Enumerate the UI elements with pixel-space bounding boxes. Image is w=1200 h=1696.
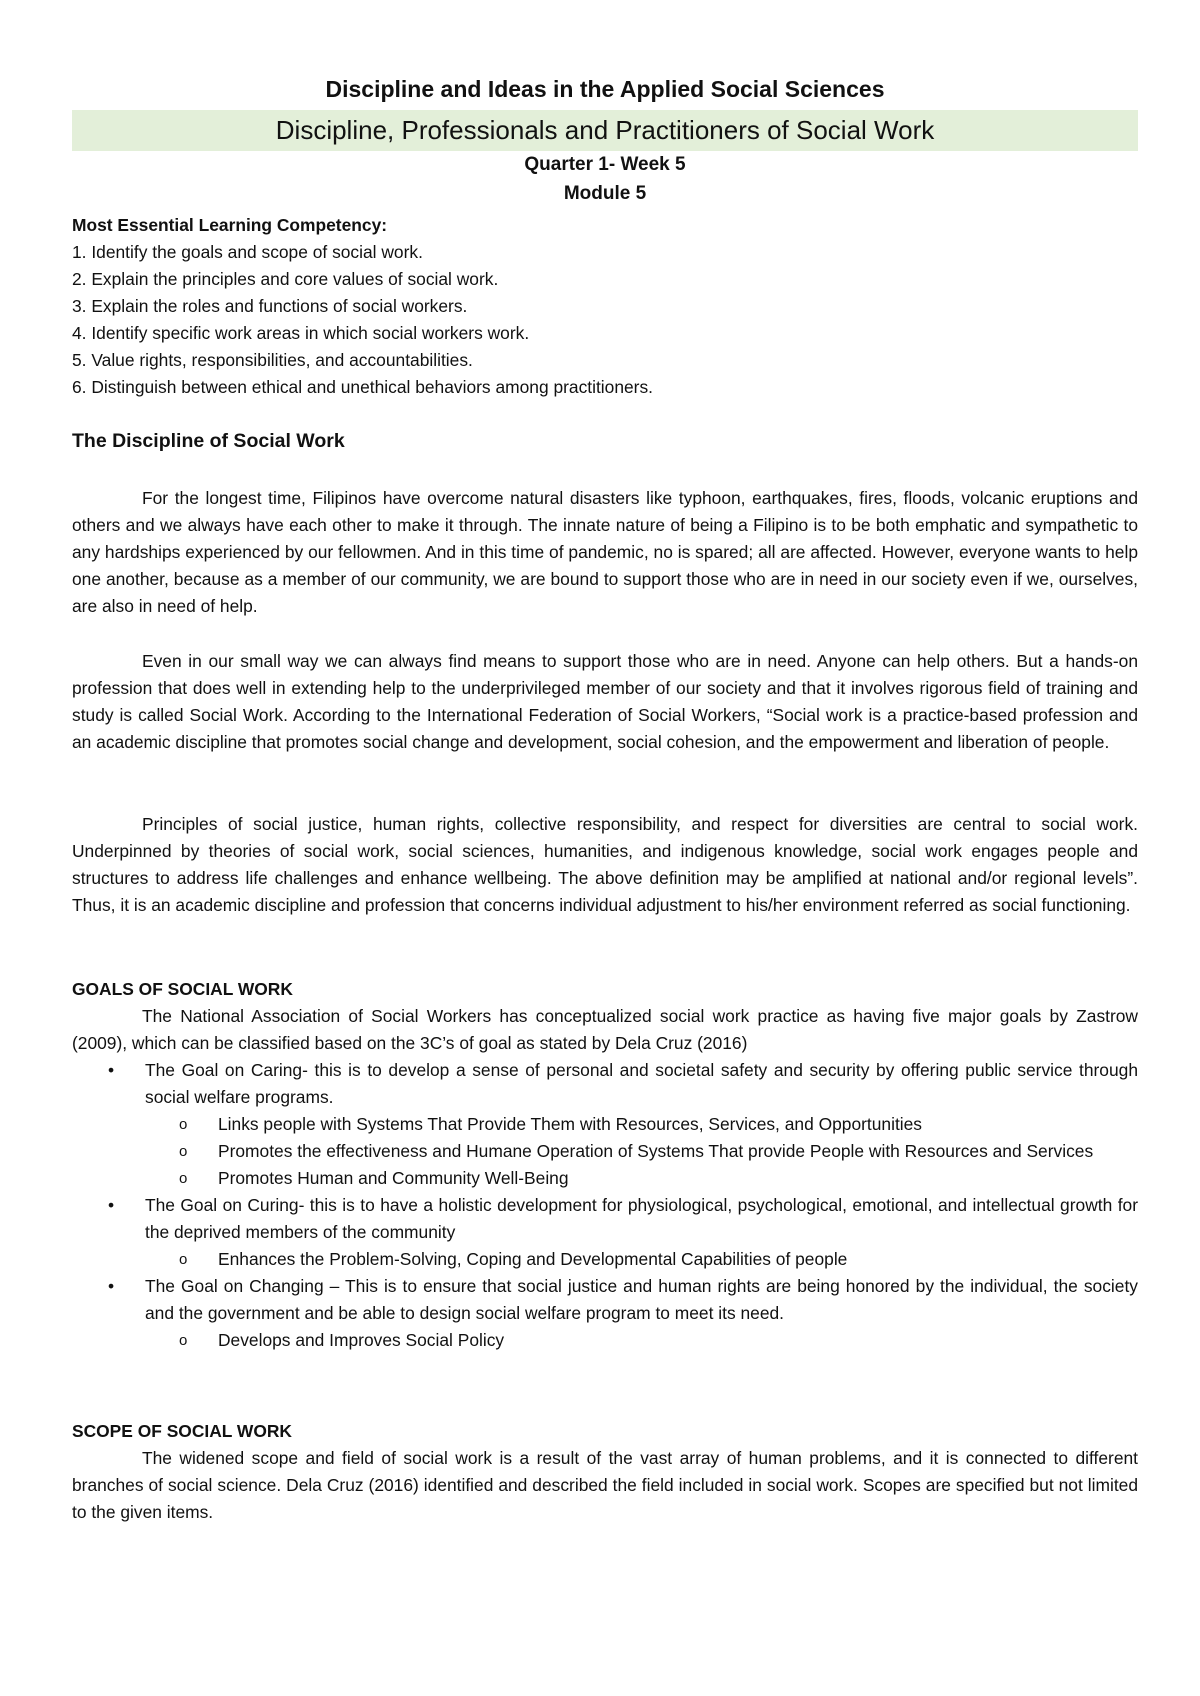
goals-list — [72, 1057, 1138, 1354]
goals-intro: The National Association of Social Workers has conceptualized social work practice as having five major goals by Zastrow (2009), which can be classified based on the 3C’s of goal as stated by Dela Cruz (2016) — [72, 1006, 1138, 1053]
paragraph-text: For the longest time, Filipinos have overcome natural disasters like typhoon, earthquakes, fires, floods, volcanic eruptions and others and we always have each other to make it through. The innate nature of being a Filipino is to be both emphatic and sympathetic to any hardships experienced by our fellowmen. And in this time of pandemic, no is spared; all are affected. However, everyone wants to help one another, because as a member of our community, we are bound to support those who are in need in our society even if we, ourselves, are also in need of help. — [72, 488, 1138, 616]
competency-item: 5. Value rights, responsibilities, and accountabilities. — [72, 350, 473, 370]
paragraph-text: The widened scope and field of social work is a result of the vast array of human problems, and it is connected to different branches of social science. Dela Cruz (2016) identified and described the field included in social work. Scopes are specified but not limited to the given items. — [72, 1448, 1138, 1522]
goal-subitem — [145, 1138, 1138, 1165]
learning-competency-section — [72, 212, 1138, 401]
sub-bullet-icon: o — [179, 1170, 188, 1187]
bullet-icon: • — [108, 1276, 115, 1296]
goal-text: The Goal on Curing- this is to have a holistic development for physiological, psychological, emotional, and intellectual growth for the deprived members of the community — [145, 1195, 1138, 1242]
subitem-text: Links people with Systems That Provide Them with Resources, Services, and Opportunities — [218, 1114, 923, 1134]
goal-subitem — [145, 1327, 1138, 1354]
subitem-text: Promotes the effectiveness and Humane Operation of Systems That provide People with Resources and Services — [218, 1141, 1094, 1161]
quarter-label: Quarter 1- Week 5 — [524, 154, 686, 175]
document-title: Discipline and Ideas in the Applied Social Sciences — [325, 76, 885, 102]
competency-item: 1. Identify the goals and scope of social work. — [72, 242, 423, 262]
discipline-paragraph-2 — [72, 648, 1138, 756]
goal-item — [72, 1057, 1138, 1192]
sub-bullet-icon: o — [179, 1332, 188, 1349]
subitem-text: Enhances the Problem-Solving, Coping and Developmental Capabilities of people — [218, 1249, 848, 1269]
goal-text: The Goal on Caring- this is to develop a sense of personal and societal safety and security by offering public service through social welfare programs. — [145, 1060, 1138, 1107]
paragraph-text: Principles of social justice, human rights, collective responsibility, and respect for diversities are central to social work. Underpinned by theories of social work, social sciences, humanities, and indigenous knowledge, social work engages people and structures to address life challenges and enhance wellbeing. The above definition may be amplified at national and/or regional levels”. Thus, it is an academic discipline and profession that concerns individual adjustment to his/her environment referred as social functioning. — [72, 814, 1138, 915]
bullet-icon: • — [108, 1060, 115, 1080]
sub-bullet-icon: o — [179, 1116, 188, 1133]
learning-competency-heading: Most Essential Learning Competency: — [72, 215, 388, 235]
competency-item: 2. Explain the principles and core values of social work. — [72, 269, 499, 289]
goal-subitem — [145, 1246, 1138, 1273]
scope-paragraph — [72, 1445, 1138, 1526]
scope-heading: SCOPE OF SOCIAL WORK — [72, 1421, 292, 1441]
goals-heading: GOALS OF SOCIAL WORK — [72, 979, 293, 999]
sub-bullet-icon: o — [179, 1143, 188, 1160]
bullet-icon: • — [108, 1195, 115, 1215]
goal-sublist — [145, 1327, 1138, 1354]
discipline-paragraph-1 — [72, 485, 1138, 620]
discipline-paragraph-3 — [72, 811, 1138, 919]
subitem-text: Promotes Human and Community Well-Being — [218, 1168, 569, 1188]
goal-text: The Goal on Changing – This is to ensure that social justice and human rights are being honored by the individual, the society and the government and be able to design social welfare program to meet its need. — [145, 1276, 1138, 1323]
goals-section — [72, 1003, 1138, 1354]
discipline-heading: The Discipline of Social Work — [72, 430, 345, 452]
module-label: Module 5 — [563, 183, 647, 204]
goal-subitem — [145, 1111, 1138, 1138]
subitem-text: Develops and Improves Social Policy — [218, 1330, 505, 1350]
goal-subitem — [145, 1165, 1138, 1192]
goal-sublist — [145, 1246, 1138, 1273]
sub-bullet-icon: o — [179, 1251, 188, 1268]
paragraph-text: Even in our small way we can always find means to support those who are in need. Anyone can help others. But a hands-on profession that does well in extending help to the underprivileged member of our society and that it involves rigorous field of training and study is called Social Work. According to the International Federation of Social Workers, “Social work is a practice-based profession and an academic discipline that promotes social change and development, social cohesion, and the empowerment and liberation of people. — [72, 651, 1138, 752]
goal-item — [72, 1192, 1138, 1273]
competency-item: 4. Identify specific work areas in which social workers work. — [72, 323, 530, 343]
goal-item — [72, 1273, 1138, 1354]
competency-item: 3. Explain the roles and functions of social workers. — [72, 296, 468, 316]
competency-item: 6. Distinguish between ethical and unethical behaviors among practitioners. — [72, 377, 653, 397]
goal-sublist — [145, 1111, 1138, 1192]
document-subtitle: Discipline, Professionals and Practitioners of Social Work — [72, 110, 1138, 151]
